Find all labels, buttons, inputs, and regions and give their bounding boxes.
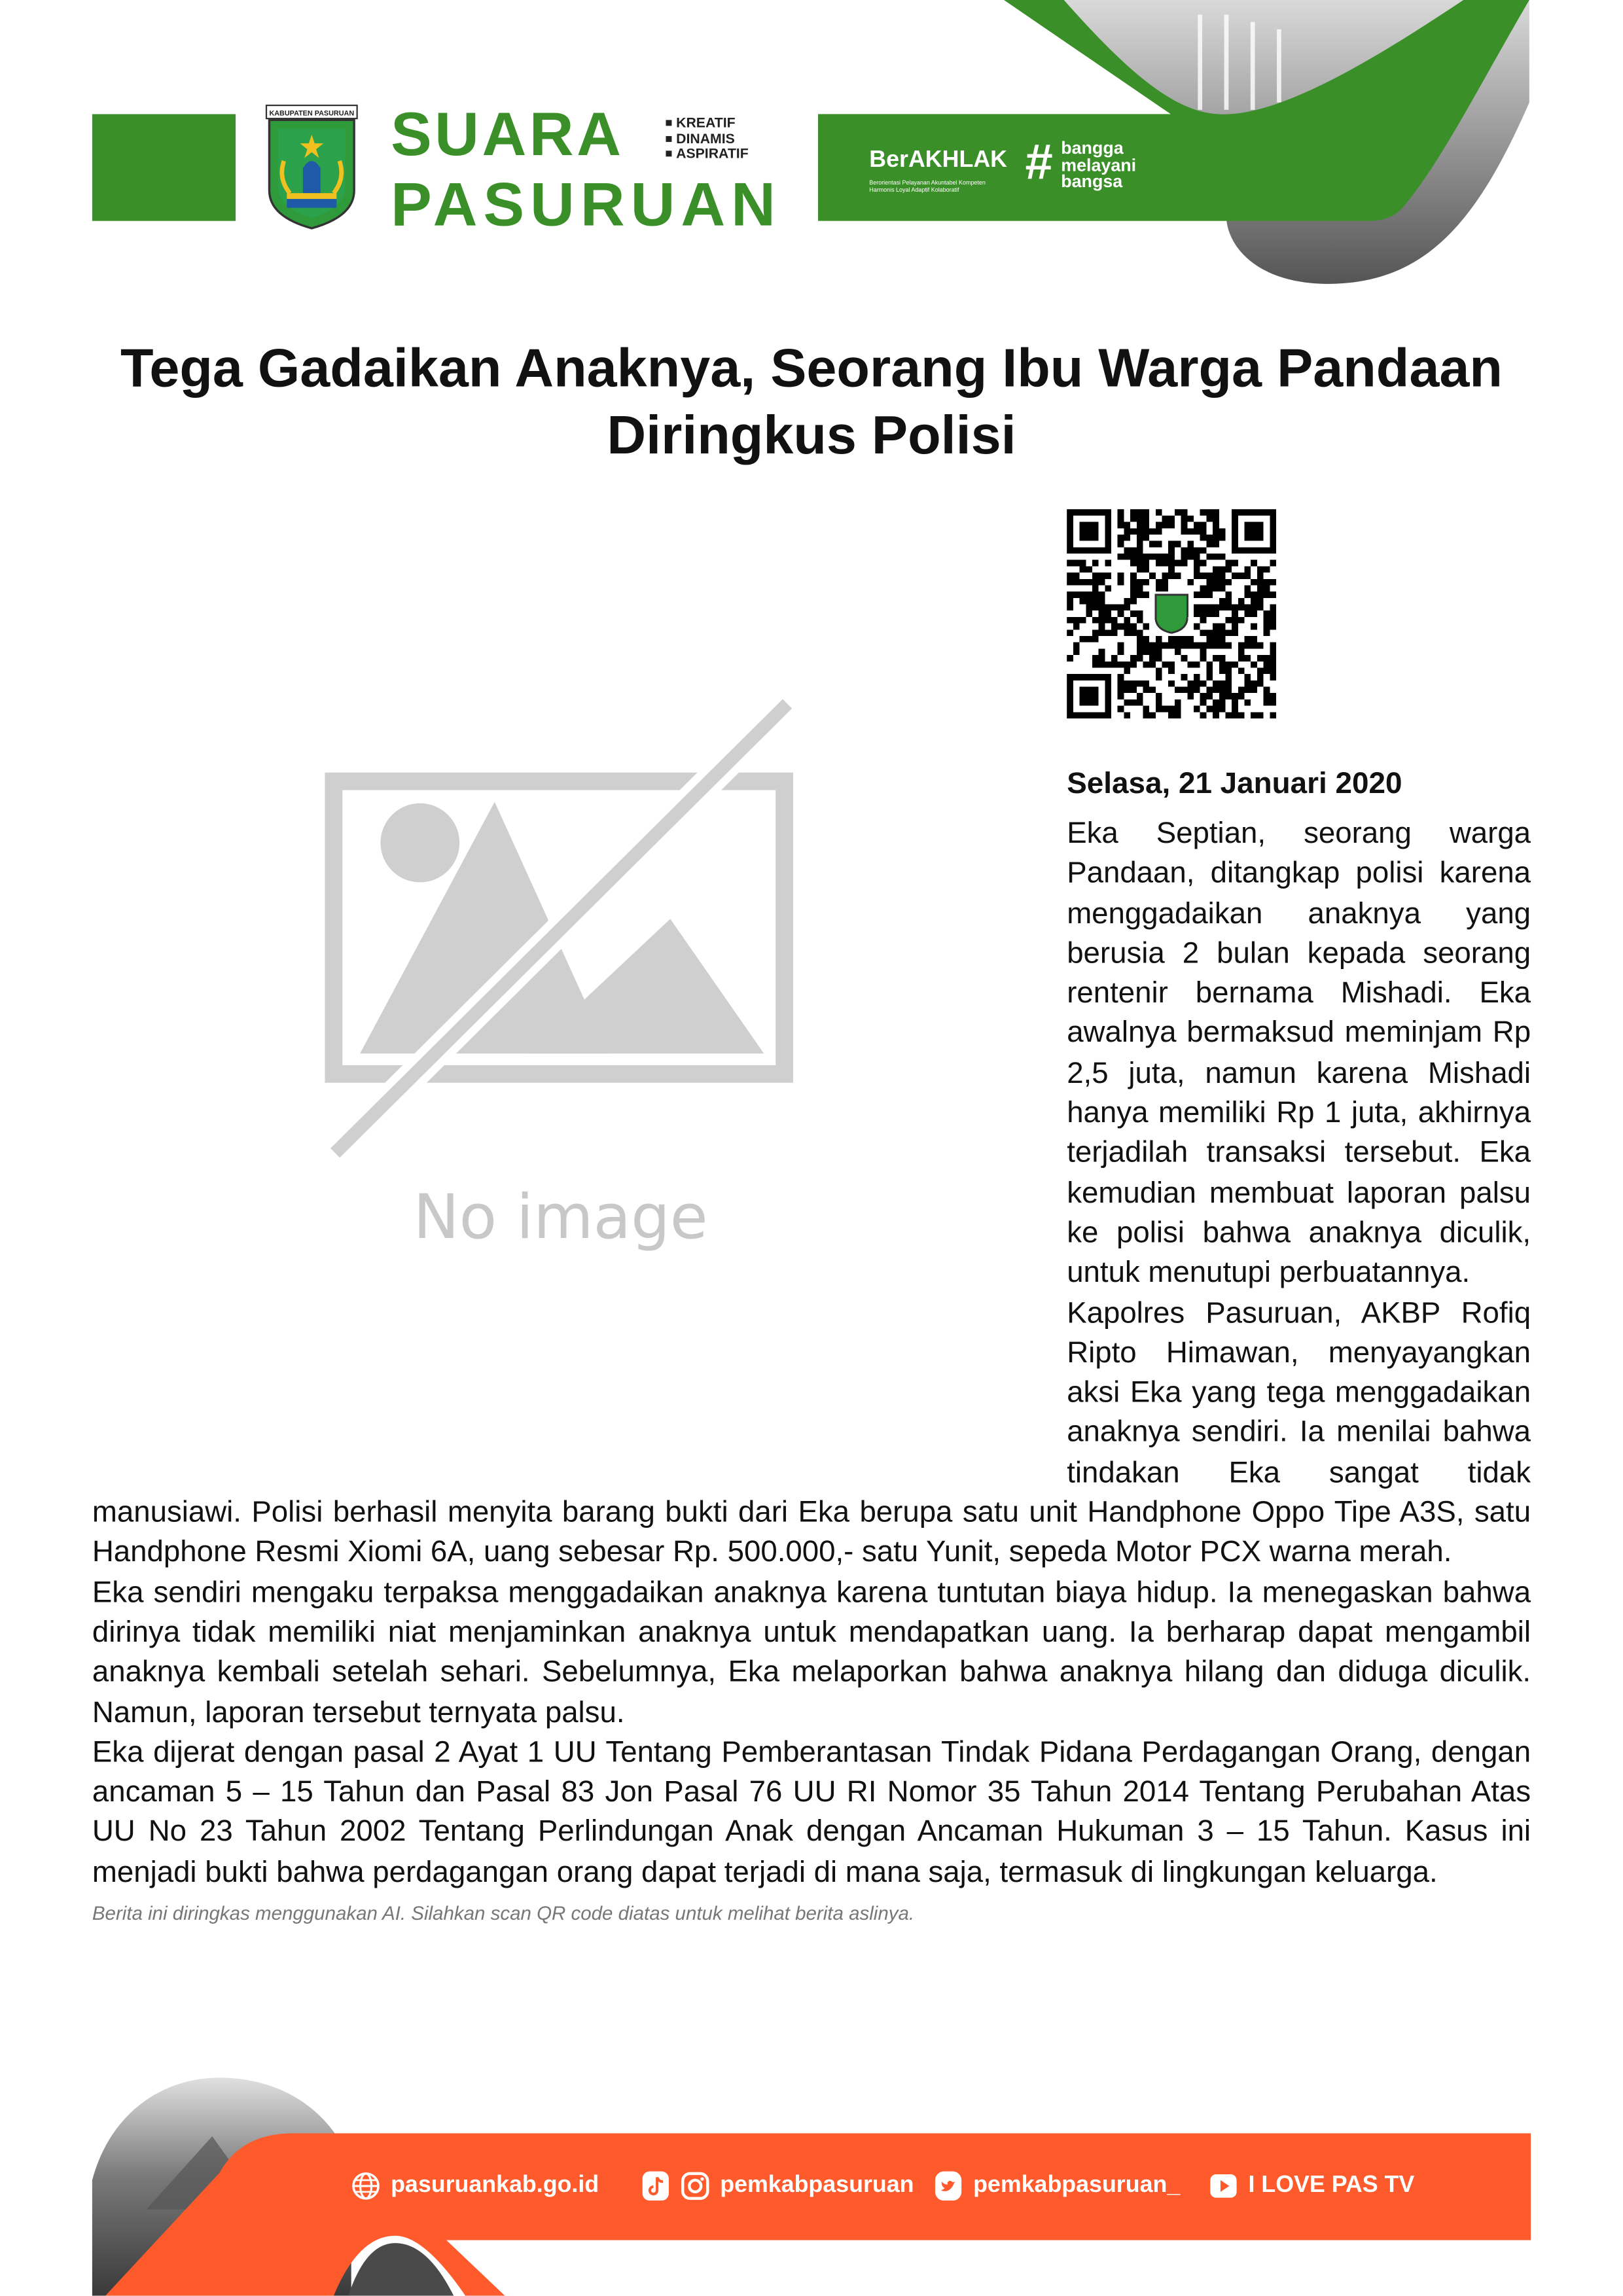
- tagline-dinamis: DINAMIS: [666, 132, 734, 147]
- footer-orange-band: [105, 2133, 1531, 2295]
- berakhlak-logo: BerAKHLAK: [869, 147, 1008, 173]
- brand-taglines: [666, 117, 748, 163]
- header-left-block: [92, 114, 236, 221]
- twitter-icon[interactable]: [934, 2172, 963, 2201]
- globe-icon: [351, 2172, 381, 2201]
- hashtag-word: bangsa: [1061, 171, 1123, 192]
- youtube-icon[interactable]: [1209, 2172, 1238, 2201]
- article-paragraph: Eka sendiri mengaku terpaksa menggadaikan anaknya karena tuntutan biaya hidup. Ia menegaskan bahwa dirinya tidak memiliki niat menjaminkan anaknya untuk mendapatkan uang. Ia berharap dapat mengambil anaknya kembali setelah sehari. Sebelumnya, Eka melaporkan bahwa anaknya hilang dan diduga diculik. Namun, laporan tersebut ternyata palsu.: [92, 1576, 1531, 1729]
- crest-label: KABUPATEN PASURUAN: [269, 109, 355, 118]
- article-paragraph: Eka Septian, seorang warga Pandaan, ditangkap polisi karena menggadaikan anaknya yang berusia 2 bulan kepada seorang rentenir bernama Mishadi. Eka awalnya bermaksud meminjam Rp 2,5 juta, namun karena Mishadi hanya memiliki Rp 1 juta, akhirnya terjadilah transaksi tersebut. Eka kemudian membuat laporan palsu ke polisi bahwa anaknya diculik, untuk menutupi perbuatannya.: [1067, 818, 1531, 1290]
- title-line: Tega Gadaikan Anaknya, Seorang Ibu Warga Pandaan: [120, 338, 1503, 398]
- brand-line1: SUARA: [391, 99, 624, 169]
- instagram-icon[interactable]: [681, 2172, 710, 2201]
- title-line: Diringkus Polisi: [607, 405, 1016, 466]
- hashtag-word: bangga: [1061, 137, 1124, 158]
- instagram-tiktok-handle[interactable]: pemkabpasuruan: [720, 2172, 914, 2198]
- hashtag-icon: #: [1024, 134, 1052, 190]
- article-date: Selasa, 21 Januari 2020: [1067, 766, 1402, 801]
- article-paragraph: Eka dijerat dengan pasal 2 Ayat 1 UU Tentang Pemberantasan Tindak Pidana Perdagangan Orang, dengan ancaman 5 – 15 Tahun dan Pasal 83 Jon Pasal 76 UU RI Nomor 35 Tahun 2014 Tentang Perubahan Atas UU No 23 Tahun 2002 Tentang Perlindungan Anak dengan Ancaman Hukuman 3 – 15 Tahun. Kasus ini menjadi bukti bahwa perdagangan orang dapat terjadi di mana saja, termasuk di lingkungan keluarga.: [92, 1736, 1531, 1889]
- article-body: [92, 509, 1531, 1933]
- tagline-aspiratif: ASPIRATIF: [666, 148, 748, 163]
- website-link[interactable]: pasuruankab.go.id: [391, 2172, 599, 2198]
- header-banner: [0, 0, 1623, 292]
- brand-line2: PASURUAN: [391, 169, 781, 239]
- youtube-channel[interactable]: I LOVE PAS TV: [1248, 2172, 1415, 2198]
- article-title: [92, 335, 1531, 470]
- hashtag-word: melayani: [1061, 154, 1137, 175]
- tagline-kreatif: KREATIF: [666, 117, 735, 132]
- article-paragraph: Kapolres Pasuruan, AKBP Rofiq Ripto Himawan, menyayangkan aksi Eka yang tega menggadaikan anaknya sendiri. Ia menilai bahwa tindakan Eka sangat tidak manusiawi. Polisi berhasil menyita barang bukti dari Eka berupa satu unit Handphone Oppo Tipe A3S, satu Handphone Resmi Xiomi 6A, uang sebesar Rp. 500.000,- satu Yunit, sepeda Motor PCX warna merah.: [92, 1297, 1531, 1569]
- pasuruan-crest-logo: [258, 103, 366, 232]
- tiktok-icon[interactable]: [641, 2172, 670, 2201]
- twitter-handle[interactable]: pemkabpasuruan_: [973, 2172, 1181, 2198]
- berakhlak-subtitle: Berorientasi Pelayanan Akuntabel Kompeten Harmonis Loyal Adaptif Kolaboratif: [869, 178, 986, 194]
- qr-code[interactable]: [1067, 509, 1531, 718]
- no-image-label: No image: [413, 1181, 708, 1253]
- ai-summary-caption: Berita ini diringkas menggunakan AI. Silahkan scan QR code diatas untuk melihat berita aslinya.: [92, 1902, 915, 1924]
